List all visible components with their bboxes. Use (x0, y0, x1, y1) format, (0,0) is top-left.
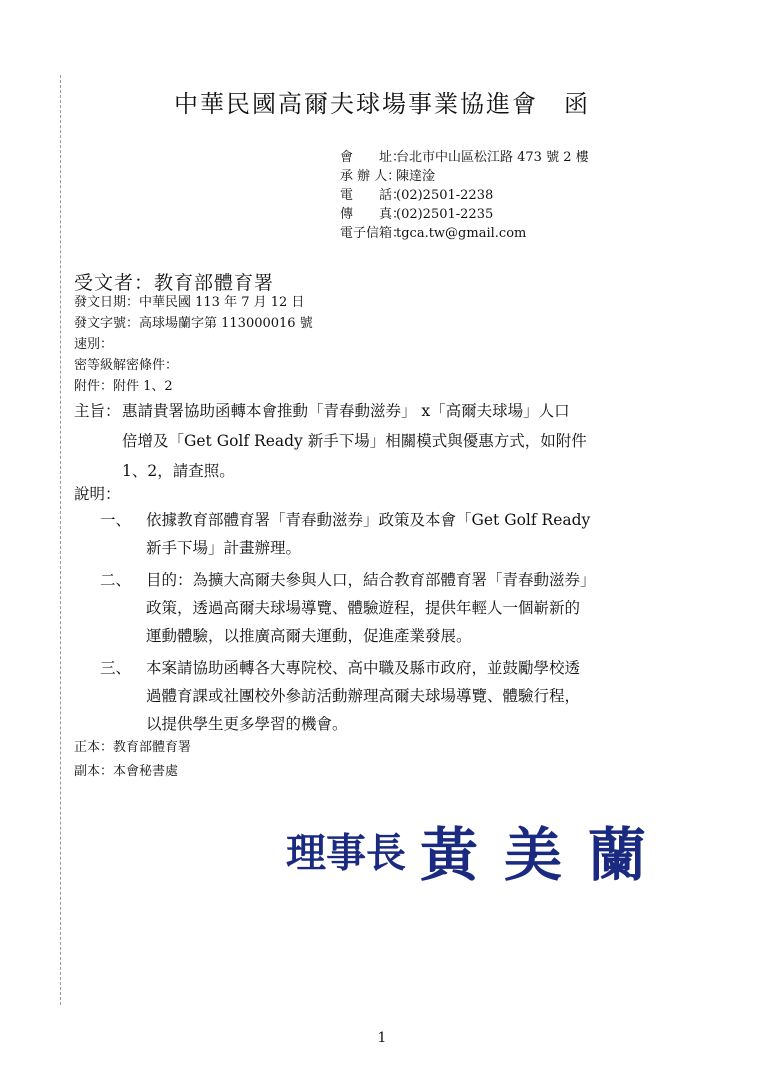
signature (286, 808, 672, 892)
item-line: 政策，透過高爾夫球場導覽、體驗遊程，提供年輕人一個嶄新的 (146, 599, 581, 617)
sender-phone-row (340, 186, 589, 205)
attachments: 附件：附件 1、2 (74, 379, 173, 394)
document-title: 中華民國高爾夫球場事業協進會 函 (174, 90, 590, 118)
issue-date: 發文日期：中華民國 113 年 7 月 12 日 (74, 295, 305, 310)
item-text (146, 654, 660, 738)
item-line: 新手下場」計畫辦理。 (146, 539, 302, 557)
contact-value: 陳達淦 (396, 169, 436, 184)
sender-info (340, 148, 589, 243)
address-value: 台北市中山區松江路 473 號 2 樓 (396, 150, 589, 165)
item-number: 二、 (100, 571, 132, 589)
subject-text-1: 惠請貴署協助函轉本會推動「青春動滋券」 x「高爾夫球場」人口 (122, 402, 570, 420)
item-line: 目的：為擴大高爾夫參與人口，結合教育部體育署「青春動滋券」 (146, 571, 596, 589)
copy-recipient: 副本：本會秘書處 (74, 764, 179, 779)
subject-line-1 (74, 396, 664, 426)
address-label: 會 址： (340, 150, 406, 165)
subject-line-2: 倍增及「Get Golf Ready 新手下場」相關模式與優惠方式，如附件 (122, 432, 587, 450)
original-recipient: 正本：教育部體育署 (74, 740, 192, 755)
item-line: 運動體驗，以推廣高爾夫運動，促進產業發展。 (146, 627, 472, 645)
sender-fax-row (340, 205, 589, 224)
sender-email-row (340, 224, 589, 243)
item-number: 三、 (100, 659, 132, 677)
sender-contact-row (340, 167, 589, 186)
list-item (100, 654, 660, 738)
item-text (146, 506, 660, 562)
secrecy-level: 密等級解密條件： (74, 358, 179, 373)
email-label: 電子信箱： (340, 226, 406, 241)
binding-line (60, 75, 61, 1005)
fax-label: 傳 真： (340, 207, 406, 222)
document-meta (74, 292, 313, 397)
item-number: 一、 (100, 511, 132, 529)
list-item (100, 566, 660, 650)
signature-title: 理事長 (286, 829, 406, 877)
page-number: 1 (377, 1030, 387, 1046)
email-value: tgca.tw@gmail.com (396, 226, 527, 241)
list-item (100, 506, 660, 562)
phone-value: (02)2501-2238 (396, 188, 494, 203)
subject-paragraph (74, 396, 664, 486)
item-line: 以提供學生更多學習的機會。 (146, 715, 348, 733)
subject-line-3: 1、2，請查照。 (122, 462, 235, 480)
signature-name: 黃美蘭 (420, 821, 673, 889)
sender-address-row (340, 148, 589, 167)
fax-value: (02)2501-2235 (396, 207, 494, 222)
item-line: 過體育課或社團校外參訪活動辦理高爾夫球場導覽、體驗行程， (146, 687, 581, 705)
explanation-list (100, 506, 660, 742)
explanation-label: 說明： (74, 485, 121, 503)
item-line: 依據教育部體育署「青春動滋券」政策及本會「Get Golf Ready (146, 511, 591, 529)
delivery-speed: 速別： (74, 337, 114, 352)
item-text (146, 566, 660, 650)
phone-label: 電 話： (340, 188, 406, 203)
subject-label: 主旨： (74, 402, 121, 420)
distribution (74, 736, 191, 784)
document-number: 發文字號：高球場蘭字第 113000016 號 (74, 316, 313, 331)
item-line: 本案請協助函轉各大專院校、高中職及縣市政府，並鼓勵學校透 (146, 659, 581, 677)
contact-label: 承 辦 人： (340, 169, 401, 184)
recipient: 受文者：教育部體育署 (74, 272, 275, 294)
